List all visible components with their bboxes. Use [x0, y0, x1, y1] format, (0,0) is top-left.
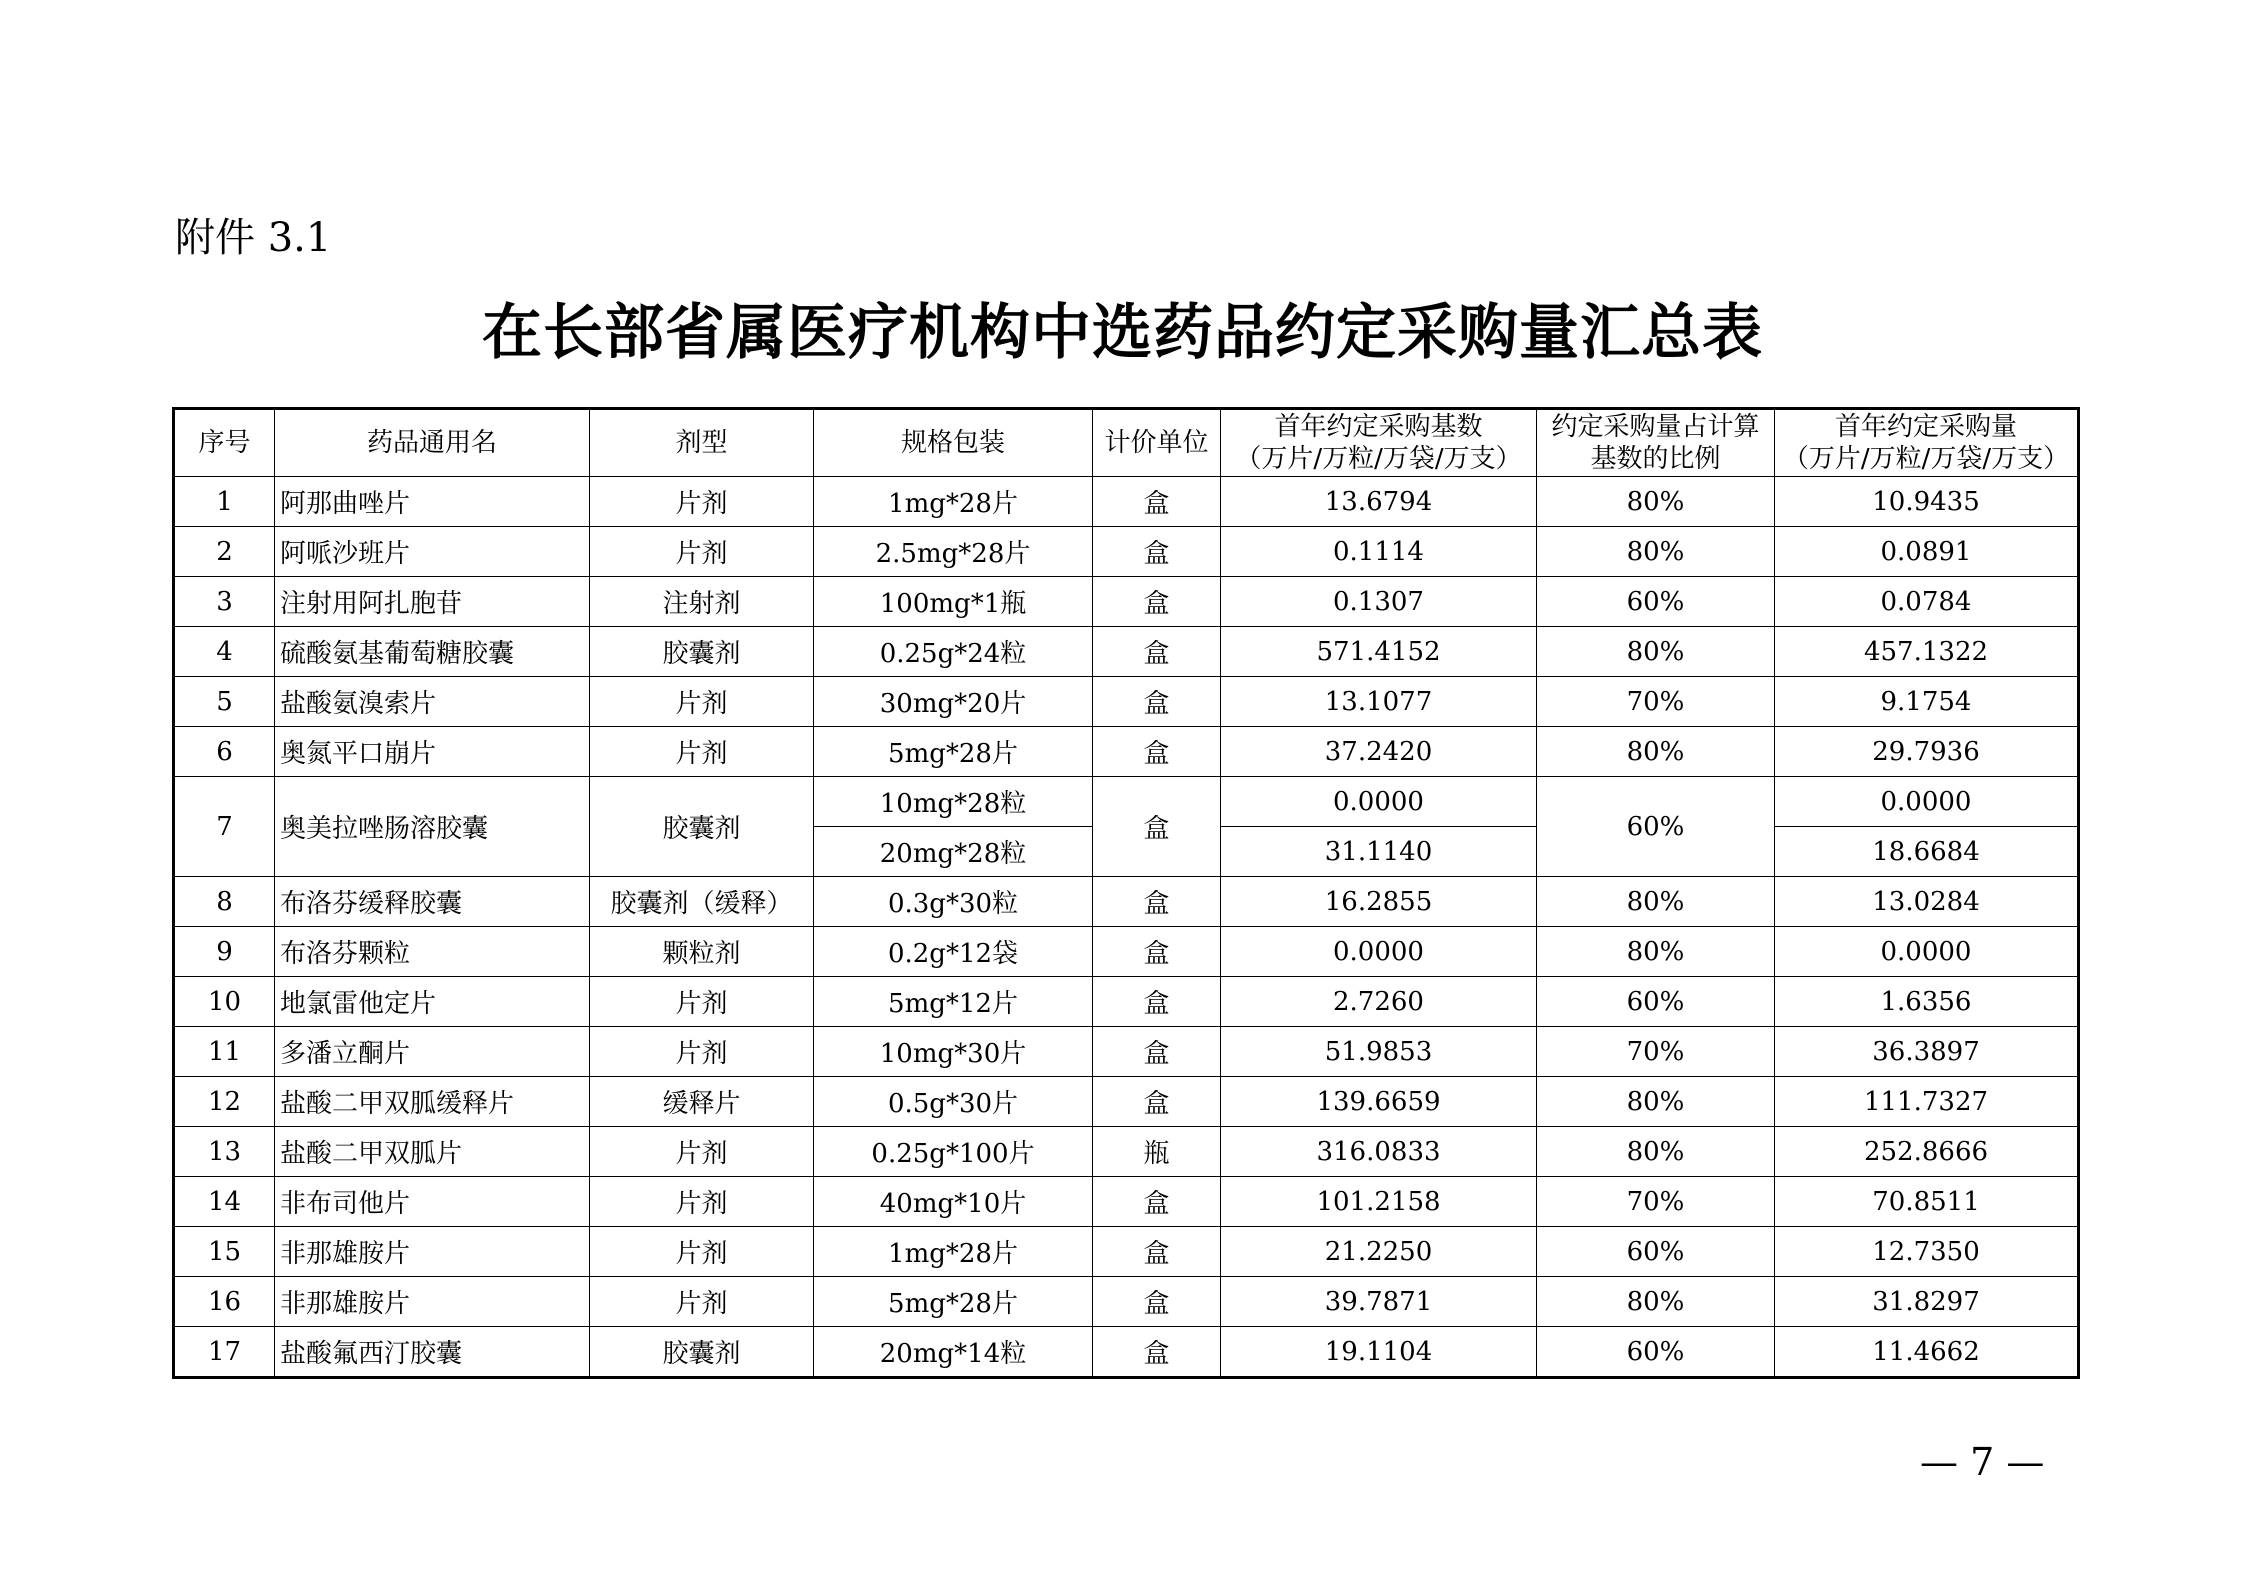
cell-base: 139.6659 — [1221, 1077, 1537, 1127]
cell-unit: 盒 — [1093, 927, 1221, 977]
header-ratio — [1537, 409, 1775, 477]
table-row — [174, 1127, 2079, 1177]
cell-name: 硫酸氨基葡萄糖胶囊 — [275, 627, 590, 677]
header-index: 序号 — [174, 409, 275, 477]
cell-base: 16.2855 — [1221, 877, 1537, 927]
cell-qty: 36.3897 — [1775, 1027, 2079, 1077]
header-name: 药品通用名 — [275, 409, 590, 477]
header-base — [1221, 409, 1537, 477]
cell-spec: 0.2g*12袋 — [814, 927, 1093, 977]
cell-name: 阿哌沙班片 — [275, 527, 590, 577]
cell-qty: 0.0784 — [1775, 577, 2079, 627]
table-row — [174, 627, 2079, 677]
cell-name: 阿那曲唑片 — [275, 477, 590, 527]
table-row — [174, 527, 2079, 577]
header-row — [174, 409, 2079, 477]
cell-form: 缓释片 — [590, 1077, 814, 1127]
cell-qty: 0.0000 — [1775, 777, 2079, 827]
table-row — [174, 477, 2079, 527]
cell-unit: 盒 — [1093, 577, 1221, 627]
header-form: 剂型 — [590, 409, 814, 477]
header-base-line1: 首年约定采购基数 — [1274, 412, 1483, 442]
cell-name: 地氯雷他定片 — [275, 977, 590, 1027]
procurement-table — [172, 407, 2080, 1379]
cell-form: 片剂 — [590, 1027, 814, 1077]
cell-unit: 盒 — [1093, 1277, 1221, 1327]
cell-spec: 5mg*12片 — [814, 977, 1093, 1027]
cell-name: 盐酸氨溴索片 — [275, 677, 590, 727]
cell-name: 布洛芬缓释胶囊 — [275, 877, 590, 927]
cell-unit: 盒 — [1093, 1227, 1221, 1277]
cell-ratio: 80% — [1537, 1077, 1775, 1127]
cell-spec: 5mg*28片 — [814, 727, 1093, 777]
cell-spec: 1mg*28片 — [814, 1227, 1093, 1277]
cell-index: 5 — [174, 677, 275, 727]
header-qty-line2: （万片/万粒/万袋/万支） — [1782, 444, 2070, 474]
cell-unit: 盒 — [1093, 1027, 1221, 1077]
cell-index: 17 — [174, 1327, 275, 1378]
cell-name: 非那雄胺片 — [275, 1227, 590, 1277]
page-number: — 7 — — [1920, 1440, 2045, 1484]
cell-index: 2 — [174, 527, 275, 577]
table-row — [174, 1277, 2079, 1327]
cell-spec: 0.25g*100片 — [814, 1127, 1093, 1177]
cell-index: 15 — [174, 1227, 275, 1277]
cell-ratio: 80% — [1537, 927, 1775, 977]
cell-base: 101.2158 — [1221, 1177, 1537, 1227]
cell-ratio: 60% — [1537, 1227, 1775, 1277]
cell-base: 51.9853 — [1221, 1027, 1537, 1077]
cell-ratio: 70% — [1537, 677, 1775, 727]
cell-qty: 10.9435 — [1775, 477, 2079, 527]
header-ratio-line1: 约定采购量占计算 — [1551, 412, 1760, 442]
cell-unit: 盒 — [1093, 1077, 1221, 1127]
attachment-label: 附件 3.1 — [175, 215, 332, 261]
cell-spec: 10mg*30片 — [814, 1027, 1093, 1077]
cell-index: 11 — [174, 1027, 275, 1077]
document-title: 在长部省属医疗机构中选药品约定采购量汇总表 — [482, 298, 1763, 368]
cell-ratio: 80% — [1537, 1127, 1775, 1177]
cell-ratio: 60% — [1537, 977, 1775, 1027]
table-row — [174, 727, 2079, 777]
cell-ratio: 60% — [1537, 777, 1775, 877]
cell-qty: 12.7350 — [1775, 1227, 2079, 1277]
cell-unit: 盒 — [1093, 527, 1221, 577]
cell-ratio: 80% — [1537, 477, 1775, 527]
cell-spec: 0.25g*24粒 — [814, 627, 1093, 677]
cell-base: 0.1114 — [1221, 527, 1537, 577]
cell-name: 盐酸二甲双胍缓释片 — [275, 1077, 590, 1127]
cell-unit: 盒 — [1093, 1327, 1221, 1378]
cell-form: 注射剂 — [590, 577, 814, 627]
cell-spec: 2.5mg*28片 — [814, 527, 1093, 577]
cell-form: 片剂 — [590, 1127, 814, 1177]
cell-index: 16 — [174, 1277, 275, 1327]
cell-spec: 5mg*28片 — [814, 1277, 1093, 1327]
cell-spec: 0.5g*30片 — [814, 1077, 1093, 1127]
cell-ratio: 70% — [1537, 1027, 1775, 1077]
cell-index: 9 — [174, 927, 275, 977]
cell-form: 片剂 — [590, 527, 814, 577]
cell-unit: 盒 — [1093, 877, 1221, 927]
table-row — [174, 777, 2079, 827]
table-row — [174, 927, 2079, 977]
cell-form: 胶囊剂 — [590, 777, 814, 877]
cell-spec: 30mg*20片 — [814, 677, 1093, 727]
cell-unit: 盒 — [1093, 977, 1221, 1027]
cell-unit: 盒 — [1093, 477, 1221, 527]
cell-qty: 13.0284 — [1775, 877, 2079, 927]
table-row — [174, 1177, 2079, 1227]
header-unit: 计价单位 — [1093, 409, 1221, 477]
cell-unit: 盒 — [1093, 777, 1221, 877]
cell-form: 片剂 — [590, 1277, 814, 1327]
cell-name: 盐酸氟西汀胶囊 — [275, 1327, 590, 1378]
cell-form: 片剂 — [590, 977, 814, 1027]
cell-form: 片剂 — [590, 677, 814, 727]
header-spec: 规格包装 — [814, 409, 1093, 477]
cell-name: 奥氮平口崩片 — [275, 727, 590, 777]
cell-qty: 18.6684 — [1775, 827, 2079, 877]
cell-index: 1 — [174, 477, 275, 527]
cell-ratio: 80% — [1537, 727, 1775, 777]
cell-index: 10 — [174, 977, 275, 1027]
cell-qty: 9.1754 — [1775, 677, 2079, 727]
cell-base: 13.1077 — [1221, 677, 1537, 727]
cell-spec: 0.3g*30粒 — [814, 877, 1093, 927]
cell-qty: 1.6356 — [1775, 977, 2079, 1027]
cell-name: 注射用阿扎胞苷 — [275, 577, 590, 627]
cell-index: 14 — [174, 1177, 275, 1227]
cell-form: 胶囊剂（缓释） — [590, 877, 814, 927]
cell-index: 7 — [174, 777, 275, 877]
cell-base: 39.7871 — [1221, 1277, 1537, 1327]
cell-index: 13 — [174, 1127, 275, 1177]
cell-qty: 0.0891 — [1775, 527, 2079, 577]
table-row — [174, 1077, 2079, 1127]
cell-base: 2.7260 — [1221, 977, 1537, 1027]
cell-form: 片剂 — [590, 727, 814, 777]
table-row — [174, 977, 2079, 1027]
cell-qty: 11.4662 — [1775, 1327, 2079, 1378]
cell-qty: 29.7936 — [1775, 727, 2079, 777]
cell-index: 3 — [174, 577, 275, 627]
table-row — [174, 1027, 2079, 1077]
cell-qty: 457.1322 — [1775, 627, 2079, 677]
cell-form: 片剂 — [590, 1227, 814, 1277]
cell-ratio: 80% — [1537, 1277, 1775, 1327]
cell-form: 片剂 — [590, 477, 814, 527]
cell-base: 571.4152 — [1221, 627, 1537, 677]
table-row — [174, 677, 2079, 727]
cell-ratio: 80% — [1537, 627, 1775, 677]
header-qty — [1775, 409, 2079, 477]
cell-qty: 252.8666 — [1775, 1127, 2079, 1177]
cell-form: 颗粒剂 — [590, 927, 814, 977]
header-base-line2: （万片/万粒/万袋/万支） — [1235, 444, 1522, 474]
cell-unit: 瓶 — [1093, 1127, 1221, 1177]
cell-spec: 20mg*28粒 — [814, 827, 1093, 877]
cell-spec: 40mg*10片 — [814, 1177, 1093, 1227]
cell-form: 胶囊剂 — [590, 627, 814, 677]
cell-qty: 111.7327 — [1775, 1077, 2079, 1127]
cell-name: 布洛芬颗粒 — [275, 927, 590, 977]
cell-index: 4 — [174, 627, 275, 677]
header-qty-line1: 首年约定采购量 — [1834, 412, 2017, 442]
cell-index: 6 — [174, 727, 275, 777]
cell-spec: 20mg*14粒 — [814, 1327, 1093, 1378]
cell-ratio: 80% — [1537, 527, 1775, 577]
cell-name: 奥美拉唑肠溶胶囊 — [275, 777, 590, 877]
cell-name: 多潘立酮片 — [275, 1027, 590, 1077]
cell-ratio: 70% — [1537, 1177, 1775, 1227]
cell-base: 316.0833 — [1221, 1127, 1537, 1177]
cell-base: 31.1140 — [1221, 827, 1537, 877]
cell-spec: 10mg*28粒 — [814, 777, 1093, 827]
cell-spec: 100mg*1瓶 — [814, 577, 1093, 627]
cell-base: 37.2420 — [1221, 727, 1537, 777]
cell-base: 13.6794 — [1221, 477, 1537, 527]
cell-unit: 盒 — [1093, 627, 1221, 677]
cell-qty: 0.0000 — [1775, 927, 2079, 977]
cell-base: 21.2250 — [1221, 1227, 1537, 1277]
cell-name: 非布司他片 — [275, 1177, 590, 1227]
cell-qty: 31.8297 — [1775, 1277, 2079, 1327]
cell-unit: 盒 — [1093, 677, 1221, 727]
cell-index: 8 — [174, 877, 275, 927]
table-row — [174, 577, 2079, 627]
cell-ratio: 60% — [1537, 1327, 1775, 1378]
cell-qty: 70.8511 — [1775, 1177, 2079, 1227]
cell-spec: 1mg*28片 — [814, 477, 1093, 527]
cell-base: 0.0000 — [1221, 777, 1537, 827]
cell-unit: 盒 — [1093, 1177, 1221, 1227]
cell-form: 片剂 — [590, 1177, 814, 1227]
cell-ratio: 60% — [1537, 577, 1775, 627]
cell-index: 12 — [174, 1077, 275, 1127]
table-row — [174, 877, 2079, 927]
cell-name: 非那雄胺片 — [275, 1277, 590, 1327]
table-row — [174, 1327, 2079, 1378]
table-row — [174, 1227, 2079, 1277]
cell-unit: 盒 — [1093, 727, 1221, 777]
cell-base: 0.0000 — [1221, 927, 1537, 977]
header-ratio-line2: 基数的比例 — [1590, 444, 1721, 474]
cell-form: 胶囊剂 — [590, 1327, 814, 1378]
cell-name: 盐酸二甲双胍片 — [275, 1127, 590, 1177]
cell-ratio: 80% — [1537, 877, 1775, 927]
cell-base: 0.1307 — [1221, 577, 1537, 627]
cell-base: 19.1104 — [1221, 1327, 1537, 1378]
